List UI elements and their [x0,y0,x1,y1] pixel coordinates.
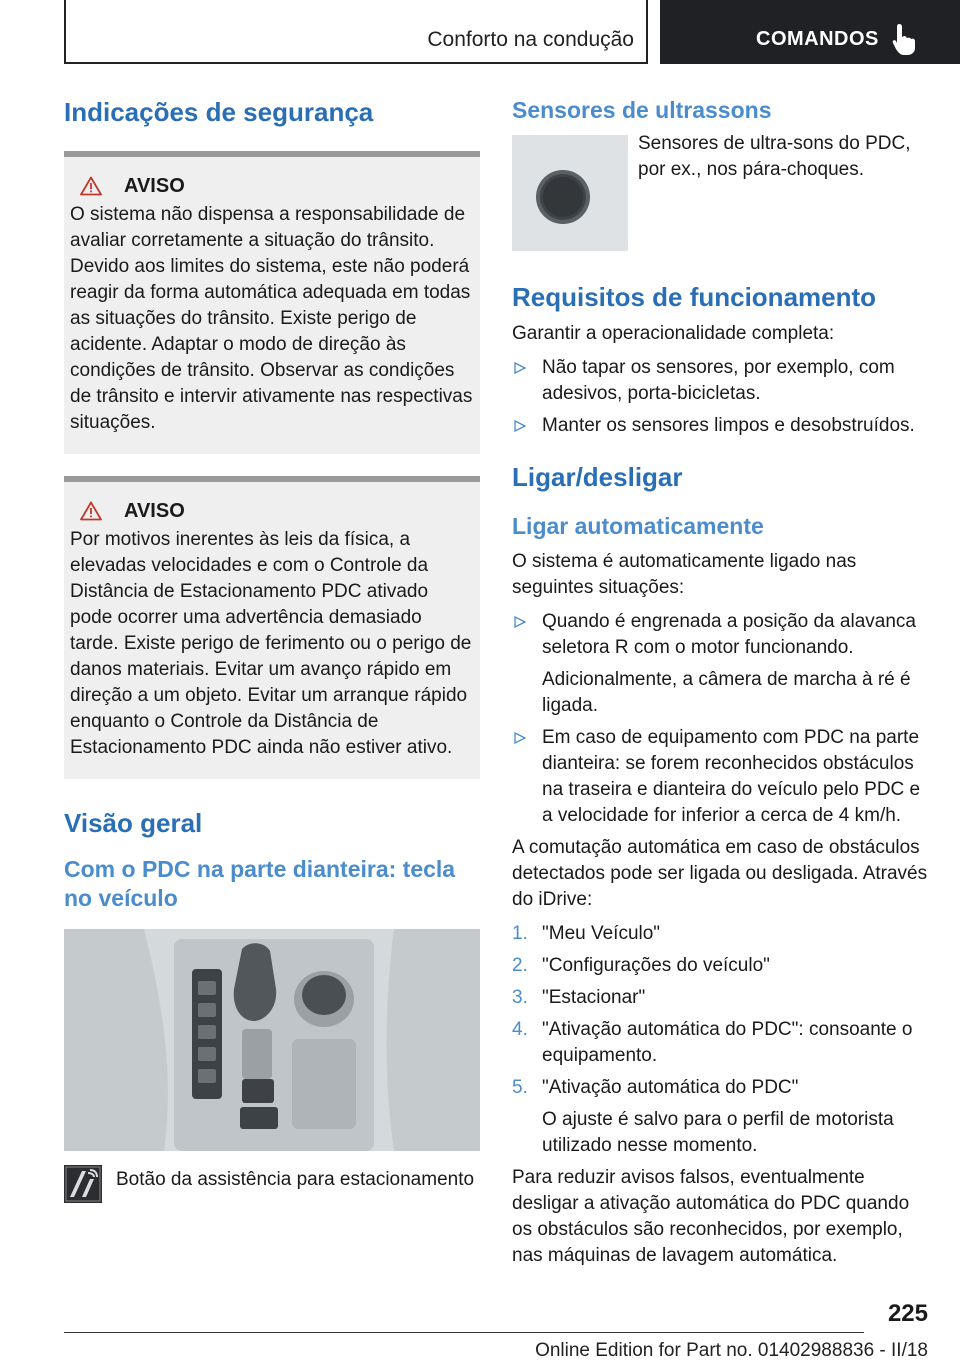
section-title: Conforto na condução [427,28,634,51]
list-item [512,725,928,829]
list-item-text: Quando é engrenada a posição da alavanca seletora R com o motor funcionando. [542,610,916,658]
chapter-title: COMANDOS [756,28,879,50]
warning-title: AVISO [124,499,185,522]
bullet-triangle-icon [514,420,526,432]
list-item-text: Em caso de equipamento com PDC na parte dianteira: se forem reconhecidos obstáculos na traseira e dianteira do veículo pelo PDC e a velocidade for inferior a cerca de 4 km/h. [542,726,921,826]
step-text: "Configurações do veículo" [542,954,770,976]
warning-triangle-icon [80,176,102,196]
step-number: 4. [512,1018,528,1040]
list-item [512,985,928,1011]
steps-list [512,921,928,1159]
button-caption: Botão da assistência para estacionamento [116,1168,475,1190]
sensor-row [512,132,928,251]
onoff-heading: Ligar/desligar [512,462,683,493]
caption-row [64,1165,480,1203]
edition-text: Online Edition for Part no. 01402988836 - II/18 [535,1340,928,1361]
sensors-heading: Sensores de ultrassons [512,97,772,123]
overview-heading: Visão geral [64,807,203,838]
step-number: 1. [512,922,528,944]
list-item [512,953,928,979]
list-item-text: Não tapar os sensores, por exemplo, com adesivos, porta-bicicletas. [542,357,895,405]
warning-box [64,151,480,454]
sensors-text: Sensores de ultra-sons do PDC, por ex., nos pára-choques. [638,132,911,180]
auto-intro: O sistema é automaticamente ligado nas seguintes situações: [512,550,857,598]
auto-heading: Ligar automaticamente [512,512,764,539]
switch-text: A comutação automática em caso de obstáculos detectados pode ser ligada ou desligada. Através do iDrive: [512,836,928,910]
bullet-triangle-icon [514,732,526,744]
left-column [64,96,480,1203]
hand-pointer-icon [890,22,920,56]
list-item [512,355,928,407]
warning-text: O sistema não dispensa a responsabilidade de avaliar corretamente a situação do trânsito. Devido aos limites do sistema, este não poderá reagir da forma automática adequada em todas as situações do trânsito. Existe perigo de acidente. Adaptar o modo de direção às condições de trânsito. Observar as condições de trânsito e intervir ativamente nas respectivas situações. [70,203,473,433]
list-item-extra: Adicionalmente, a câmera de marcha à ré é ligada. [542,668,911,716]
step-number: 3. [512,986,528,1008]
sensor-image [512,135,628,251]
warning-box [64,476,480,779]
list-item [512,413,928,439]
final-text: Para reduzir avisos falsos, eventualmente desligar a ativação automática do PDC quando os obstáculos são reconhecidos, por exemplo, nas máquinas de lavagem automática. [512,1166,910,1266]
step-text: "Ativação automática do PDC" [542,1076,799,1098]
center-console-image [64,929,480,1151]
step-text: "Ativação automática do PDC": consoante o equipamento. [542,1018,913,1066]
requirements-heading: Requisitos de funcionamento [512,281,877,312]
park-assist-button-icon [64,1165,102,1203]
step-number: 2. [512,954,528,976]
step-text: "Estacionar" [542,986,646,1008]
warning-title-row [80,500,474,523]
list-item [512,1017,928,1069]
bullet-triangle-icon [514,362,526,374]
step-text: "Meu Veículo" [542,922,661,944]
section-tab [64,0,648,64]
warning-title: AVISO [124,174,185,197]
front-pdc-heading: Com o PDC na parte dianteira: tecla no veículo [64,856,456,911]
right-column [512,96,928,1269]
footer-divider [64,1332,864,1333]
step-extra: O ajuste é salvo para o perfil de motorista utilizado nesse momento. [542,1108,894,1156]
safety-heading: Indicações de segurança [64,97,374,127]
requirements-list [512,355,928,439]
requirements-intro: Garantir a operacionalidade completa: [512,323,835,345]
warning-text: Por motivos inerentes às leis da física, a elevadas velocidades e com o Controle da Distância de Estacionamento PDC ativado pode ocorrer uma advertência demasiado tarde. Existe perigo de ferimento ou o perigo de danos materiais. Evitar um avanço rápido em direção a um objeto. Evitar um arranque rápido enquanto o Controle da Distância de Estacionamento PDC ainda não estiver ativo. [70,528,472,758]
auto-list [512,609,928,829]
warning-title-row [80,175,474,198]
list-item [512,1075,928,1159]
list-item-text: Manter os sensores limpos e desobstruídos. [542,415,915,437]
chapter-tab [660,0,960,64]
page-number: 225 [887,1300,928,1327]
center-console-illustration [64,929,480,1151]
bullet-triangle-icon [514,616,526,628]
warning-triangle-icon [80,501,102,521]
step-number: 5. [512,1076,528,1098]
list-item [512,921,928,947]
list-item [512,609,928,719]
ultrasonic-sensor-illustration [512,135,628,251]
